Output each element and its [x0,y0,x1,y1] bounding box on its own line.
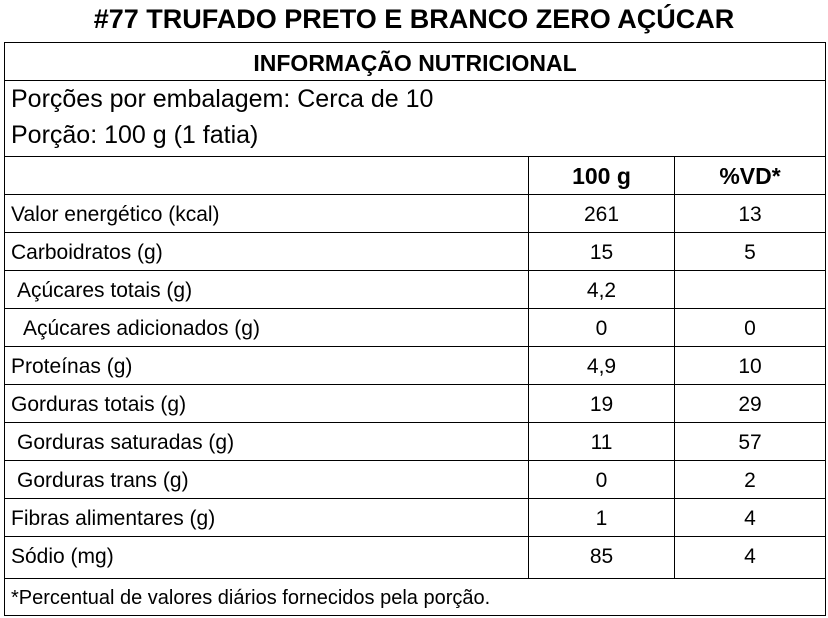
table-row [5,233,825,271]
nutrient-dv: 57 [738,431,762,454]
nutrient-dv: 10 [738,355,762,378]
table-row [5,537,825,575]
divider [5,80,825,81]
table-row [5,347,825,385]
nutrient-amount: 11 [590,431,613,454]
nutrient-amount: 261 [583,203,620,226]
nutrient-amount: 85 [589,545,614,568]
table-title: INFORMAÇÃO NUTRICIONAL [253,50,577,76]
nutrient-amount: 4,9 [586,355,617,378]
portions-per-package: Porções por embalagem: Cerca de 10 [11,85,434,113]
nutrient-dv: 2 [744,469,756,492]
nutrient-amount: 0 [595,469,608,492]
nutrition-table [4,42,826,616]
nutrient-amount: 1 [595,507,608,530]
table-row [5,385,825,423]
column-header-dv: %VD* [719,163,781,189]
nutrient-amount: 4,2 [586,279,617,302]
table-row [5,423,825,461]
table-row [5,499,825,537]
nutrient-amount: 15 [589,241,614,264]
table-row [5,309,825,347]
nutrient-dv: 29 [738,393,762,416]
nutrient-dv: 4 [744,545,756,568]
table-row [5,195,825,233]
nutrient-label: Proteínas (g) [11,355,133,378]
nutrient-amount: 19 [589,393,614,416]
nutrient-label: Gorduras saturadas (g) [17,431,235,454]
footnote: *Percentual de valores diários fornecidos pela porção. [11,587,491,609]
table-row [5,461,825,499]
product-title: #77 TRUFADO PRETO E BRANCO ZERO AÇÚCAR [93,4,735,34]
nutrient-dv: 0 [744,317,756,340]
portion-size: Porção: 100 g (1 fatia) [11,121,259,149]
nutrient-label: Gorduras totais (g) [11,393,187,416]
nutrient-dv: 4 [744,507,756,530]
nutrient-dv: 13 [738,203,762,226]
nutrient-dv [675,271,825,309]
nutrient-label: Açúcares totais (g) [17,279,193,302]
nutrient-label: Sódio (mg) [11,545,114,568]
nutrient-label: Gorduras trans (g) [17,469,189,492]
nutrient-label: Açúcares adicionados (g) [23,317,260,340]
table-row [5,271,825,309]
nutrient-label: Valor energético (kcal) [11,203,220,226]
nutrient-dv: 5 [744,241,756,264]
nutrient-label: Fibras alimentares (g) [11,507,216,530]
nutrient-label: Carboidratos (g) [11,241,163,264]
nutrient-amount: 0 [595,317,608,340]
column-header-amount: 100 g [572,163,631,189]
